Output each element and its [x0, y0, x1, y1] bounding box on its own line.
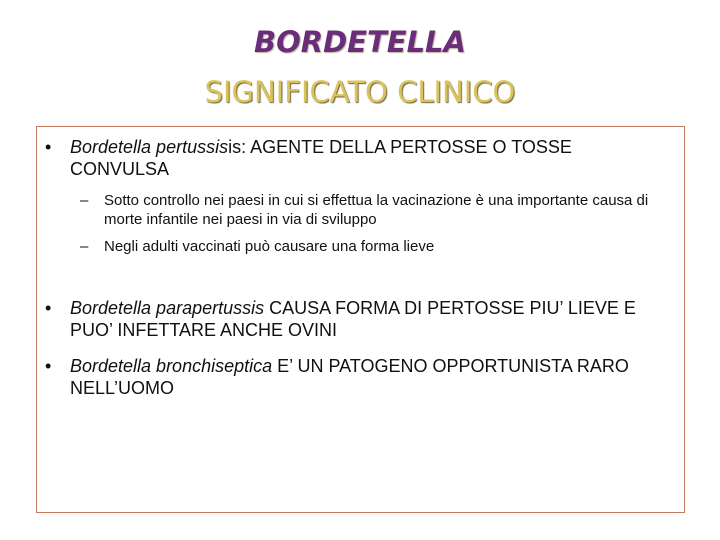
bullet-text: [70, 136, 675, 180]
bullet-description: CAUSA FORMA DI PERTOSSE PIU’ LIEVE E PUO’ INFETTARE ANCHE OVINI: [70, 298, 636, 340]
sub-bullet-marker: –: [80, 192, 89, 209]
bullet-text: [70, 297, 675, 341]
sub-bullet-marker: –: [80, 238, 89, 255]
bullet-bronchiseptica: [45, 355, 675, 399]
bullet-marker: •: [45, 298, 52, 318]
bullet-marker: •: [45, 137, 52, 157]
slide-title: BORDETELLA: [254, 25, 466, 59]
species-name: Bordetella pertussis: [70, 137, 229, 157]
sub-bullet-text: Sotto controllo nei paesi in cui si effettua la vacinazione è una importante causa di morte infantile nei paesi in via di sviluppo: [104, 192, 649, 228]
species-name: Bordetella parapertussis: [70, 298, 265, 318]
bullet-description: is: AGENTE DELLA PERTOSSE O TOSSE CONVULSA: [70, 137, 572, 179]
bullet-pertussis: [45, 136, 675, 180]
bullet-marker: •: [45, 356, 52, 376]
species-name: Bordetella bronchiseptica: [70, 356, 273, 376]
sub-bullet-text: Negli adulti vaccinati può causare una forma lieve: [104, 238, 435, 255]
sub-bullet-vaccination: [80, 191, 670, 229]
bullet-text: [70, 355, 675, 399]
slide-subtitle: SIGNIFICATO CLINICO: [204, 75, 516, 109]
bullet-description: E’ UN PATOGENO OPPORTUNISTA RARO NELL’UOMO: [70, 356, 629, 398]
sub-bullet-adults: [80, 237, 670, 256]
bullet-parapertussis: [45, 297, 675, 341]
